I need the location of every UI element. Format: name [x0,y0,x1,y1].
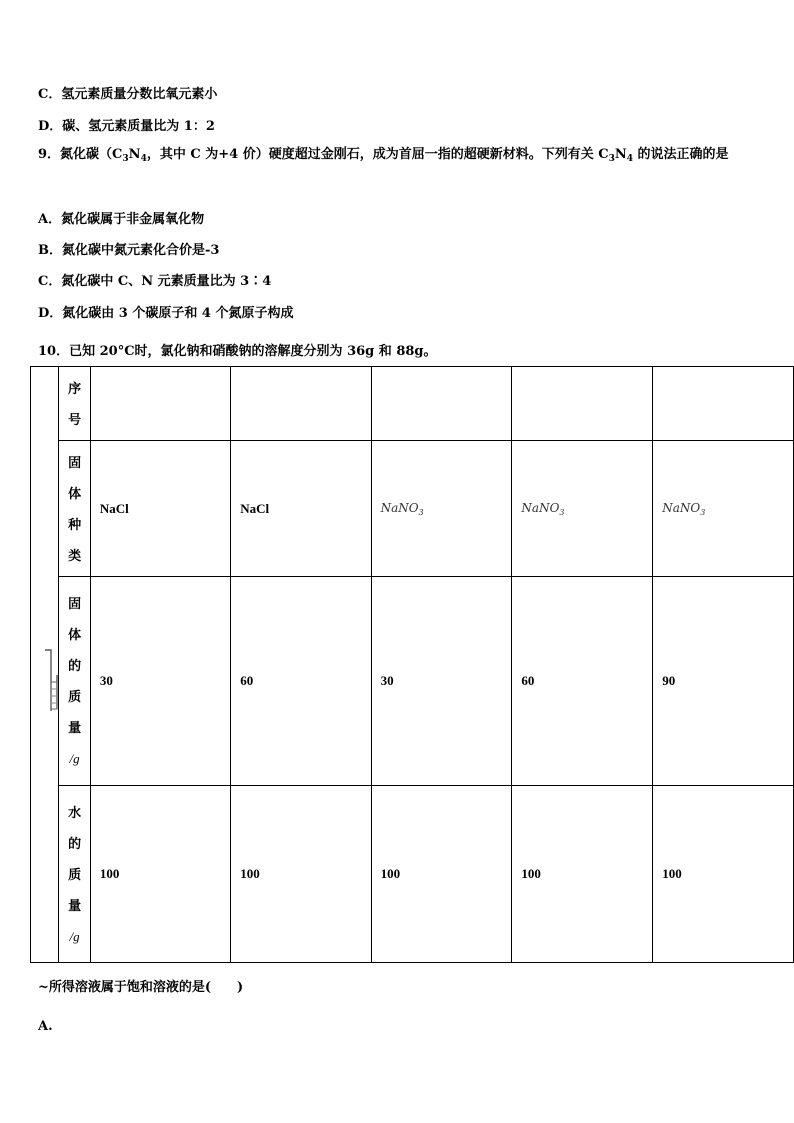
row-header-char: 固 [68,454,82,470]
solid-mass-cell-1: 30 [90,577,230,786]
row-header-char: 量 [68,897,82,913]
q10-prompt: ~所得溶液属于饱和溶液的是( ) [38,980,244,995]
q8-option-c: C．氢元素质量分数比氧元素小 [38,87,218,102]
q8-option-d: D．碳、氢元素质量比为 1：2 [38,119,215,134]
row-header-char: 量 [68,720,82,735]
q9-sub-4: 4 [140,154,147,164]
formula-base: NaNO [380,501,419,515]
water-mass-cell-3: 100 [371,786,512,963]
q9-option-c: C．氮化碳中 C、N 元素质量比为 3∶4 [38,274,272,289]
row-header-solid-type [59,441,91,577]
q9-option-a: A．氮化碳属于非金属氧化物 [38,212,205,227]
q9-stem-part-c: 的说法正确的是 [633,147,729,162]
formula-sub: 3 [559,508,565,517]
q10-stem: 10．已知 20°C时，氯化钠和硝酸钠的溶解度分别为 36g 和 88g。 [38,344,437,359]
solid-mass-cell-4: 60 [512,577,653,786]
table-row-number [31,367,794,441]
q9-stem [38,139,753,175]
water-mass-cell-5: 100 [653,786,794,963]
number-cell-2 [231,367,371,441]
q9-sub-3b: 3 [608,154,615,164]
row-header-char: 质 [68,866,82,882]
row-header-char: 号 [68,411,82,427]
row-header-char: 序 [68,380,82,396]
row-header-char: 体 [68,485,82,501]
water-mass-cell-4: 100 [512,786,653,963]
solid-type-cell-4 [512,441,653,577]
solid-type-cell-1 [90,441,230,577]
solid-formula [381,501,424,515]
solid-mass-cell-5: 90 [653,577,794,786]
number-cell-3 [371,367,512,441]
row-header-char: 水 [68,804,82,820]
solid-formula [662,501,705,515]
water-mass-cell-1: 100 [90,786,230,963]
row-header-unit: /g [69,928,80,944]
row-header-char: 的 [68,835,82,851]
number-cell-1 [90,367,230,441]
beaker-image [44,649,58,713]
row-header-char: 类 [68,547,82,563]
row-header-char: 种 [68,516,82,532]
answer-option-a: A. [38,1019,53,1034]
q9-option-d: D．氮化碳由 3 个碳原子和 4 个氮原子构成 [38,306,294,321]
q9-n: N [128,147,141,162]
row-header-water-mass [59,786,91,963]
formula-base: NaNO [662,501,701,515]
formula-sub: 3 [700,508,706,517]
row-header-char: 质 [68,689,82,704]
row-header-char: 固 [68,596,82,611]
formula-base: NaNO [521,501,560,515]
water-mass-cell-2: 100 [231,786,371,963]
q9-n-b: N [614,147,627,162]
solid-mass-cell-3: 30 [371,577,512,786]
row-header-char: 体 [68,627,82,642]
solid-type-cell-3 [371,441,512,577]
solid-mass-cell-2: 60 [231,577,371,786]
q9-sub-4b: 4 [626,154,633,164]
solid-name: NaCl [99,500,129,516]
row-header-unit: /g [69,751,80,766]
experiment-table [30,366,794,963]
formula-sub: 3 [418,508,424,517]
solid-name: NaCl [240,500,270,516]
solid-type-cell-5 [653,441,794,577]
q9-sub-3: 3 [122,154,129,164]
table-row-solid-type [31,441,794,577]
number-cell-5 [653,367,794,441]
number-cell-4 [512,367,653,441]
solid-formula [521,501,564,515]
solid-type-cell-2 [231,441,371,577]
table-row-water-mass [31,786,794,963]
q9-option-b: B．氮化碳中氮元素化合价是-3 [38,243,220,258]
q9-stem-part-a: 9．氮化碳（C [38,147,123,162]
row-header-solid-mass [59,577,91,786]
row-header-number [59,367,91,441]
row-header-char: 的 [68,658,82,673]
q9-stem-part-b: ，其中 C 为+4 价）硬度超过金刚石，成为首屈一指的超硬新材料。下列有关 C [146,147,609,162]
table-row-solid-mass [31,577,794,786]
